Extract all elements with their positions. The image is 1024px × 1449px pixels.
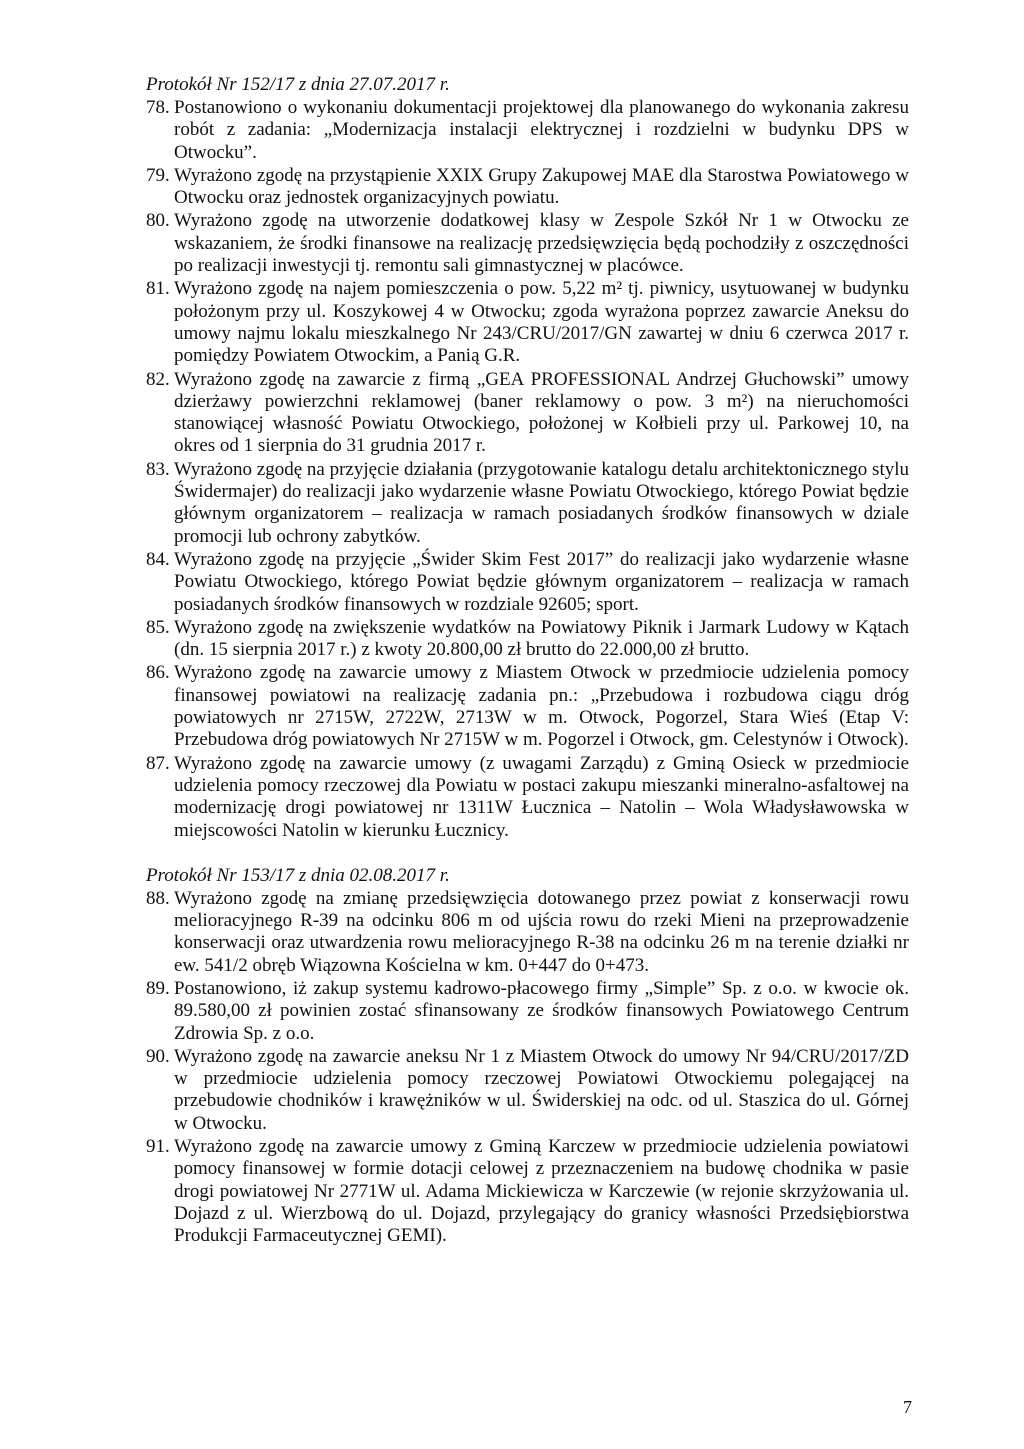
item-text: Wyrażono zgodę na utworzenie dodatkowej klasy w Zespole Szkół Nr 1 w Otwocku ze wskazaniem, że środki finansowe na realizację przedsięwzięcia będą pochodziły z oszczędności po realizacji inwestycji tj. remontu sali gimnastycznej w placówce. bbox=[174, 210, 909, 277]
item-number: 84. bbox=[146, 548, 170, 570]
page-number: 7 bbox=[903, 1397, 912, 1417]
item-text: Wyrażono zgodę na przystąpienie XXIX Grupy Zakupowej MAE dla Starostwa Powiatowego w Otwocku oraz jednostek organizacyjnych powiatu. bbox=[174, 164, 909, 209]
item-text: Wyrażono zgodę na zawarcie aneksu Nr 1 z Miastem Otwock do umowy Nr 94/CRU/2017/ZD w przedmiocie udzielenia pomocy rzeczowej Powiatowi Otwockiemu polegającej na przebudowie chodników i krawężników w ul. Świderskiej na odc. od ul. Staszica do ul. Górnej w Otwocku. bbox=[174, 1045, 909, 1134]
item-number: 91. bbox=[146, 1136, 170, 1158]
resolution-list bbox=[146, 97, 909, 842]
item-number: 82. bbox=[146, 368, 170, 390]
item-text: Wyrażono zgodę na zawarcie z firmą „GEA PROFESSIONAL Andrzej Głuchowski” umowy dzierżawy powierzchni reklamowej (baner reklamowy o pow. 3 m²) na nieruchomości stanowiącej własność Powiatu Otwockiego, położonej w Kołbieli przy ul. Parkowej 10, na okres od 1 sierpnia do 31 grudnia 2017 r. bbox=[174, 368, 909, 457]
list-item bbox=[146, 210, 909, 277]
protocol-heading: Protokół Nr 152/17 z dnia 27.07.2017 r. bbox=[146, 74, 450, 95]
list-item bbox=[146, 369, 909, 458]
protocol-heading: Protokół Nr 153/17 z dnia 02.08.2017 r. bbox=[146, 864, 450, 886]
item-number: 90. bbox=[146, 1045, 170, 1067]
item-number: 87. bbox=[146, 752, 170, 774]
item-number: 88. bbox=[146, 887, 170, 909]
item-number: 78. bbox=[146, 97, 170, 118]
list-item bbox=[146, 978, 909, 1045]
item-number: 85. bbox=[146, 616, 170, 638]
item-text: Wyrażono zgodę na zawarcie umowy z Miastem Otwock w przedmiocie udzielenia pomocy finansowej powiatowi na realizację zadania pn.: „Przebudowa i rozbudowa ciągu dróg powiatowych nr 2715W, 2722W, 2713W w m. Otwock, Pogorzel, Stara Wieś (Etap V: Przebudowa dróg powiatowych Nr 2715W w m. Pogorzel i Otwock, gm. Celestynów i Otwock). bbox=[174, 662, 909, 751]
list-item bbox=[146, 1046, 909, 1135]
list-item bbox=[146, 617, 909, 662]
list-item bbox=[146, 165, 909, 210]
item-number: 80. bbox=[146, 210, 170, 232]
list-item bbox=[146, 97, 909, 164]
item-text: Wyrażono zgodę na zwiększenie wydatków na Powiatowy Piknik i Jarmark Ludowy w Kątach (dn. 15 sierpnia 2017 r.) z kwoty 20.800,00 zł brutto do 22.000,00 zł brutto. bbox=[174, 616, 909, 661]
resolution-list bbox=[146, 888, 909, 1248]
list-item bbox=[146, 549, 909, 616]
list-item bbox=[146, 753, 909, 842]
list-item bbox=[146, 459, 909, 548]
item-number: 81. bbox=[146, 278, 170, 300]
item-number: 79. bbox=[146, 164, 170, 186]
list-item bbox=[146, 278, 909, 367]
list-item bbox=[146, 662, 909, 751]
item-text: Wyrażono zgodę na przyjęcie działania (przygotowanie katalogu detalu architektonicznego stylu Świdermajer) do realizacji jako wydarzenie własne Powiatu Otwockiego, którego Powiat będzie głównym organizatorem – realizacja w ramach posiadanych środków finansowych w dziale promocji lub ochrony zabytków. bbox=[174, 458, 909, 547]
item-text: Wyrażono zgodę na najem pomieszczenia o pow. 5,22 m² tj. piwnicy, usytuowanej w budynku położonym przy ul. Koszykowej 4 w Otwocku; zgoda wyrażona poprzez zawarcie Aneksu do umowy najmu lokalu mieszkalnego Nr 243/CRU/2017/GN zawartej w dniu 6 czerwca 2017 r. pomiędzy Powiatem Otwockim, a Panią G.R. bbox=[174, 278, 909, 367]
item-text: Postanowiono, iż zakup systemu kadrowo-płacowego firmy „Simple” Sp. z o.o. w kwocie ok. 89.580,00 zł powinien zostać sfinansowany ze środków finansowych Powiatowego Centrum Zdrowia Sp. z o.o. bbox=[174, 977, 909, 1044]
item-text: Postanowiono o wykonaniu dokumentacji projektowej dla planowanego do wykonania zakresu robót z zadania: „Modernizacja instalacji elektrycznej i rozdzielni w budynku DPS w Otwocku”. bbox=[174, 97, 909, 163]
item-number: 86. bbox=[146, 662, 170, 684]
list-item bbox=[146, 888, 909, 977]
item-number: 83. bbox=[146, 458, 170, 480]
item-text: Wyrażono zgodę na zawarcie umowy (z uwagami Zarządu) z Gminą Osieck w przedmiocie udzielenia pomocy rzeczowej dla Powiatu w postaci zakupu mieszanki mineralno-asfaltowej na modernizację drogi powiatowej nr 1311W Łucznica – Natolin – Wola Władysławowska w miejscowości Natolin w kierunku Łucznicy. bbox=[174, 752, 909, 841]
item-text: Wyrażono zgodę na przyjęcie „Świder Skim Fest 2017” do realizacji jako wydarzenie własne Powiatu Otwockiego, którego Powiat będzie głównym organizatorem – realizacja w ramach posiadanych środków finansowych w rozdziale 92605; sport. bbox=[174, 548, 909, 615]
item-text: Wyrażono zgodę na zmianę przedsięwzięcia dotowanego przez powiat z konserwacji rowu melioracyjnego R-39 na odcinku 806 m od ujścia rowu do rzeki Mieni na przeprowadzenie konserwacji oraz utwardzenia rowu melioracyjnego R-38 na odcinku 26 m na terenie działki nr ew. 541/2 obręb Wiązowna Kościelna w km. 0+447 do 0+473. bbox=[174, 887, 909, 976]
item-text: Wyrażono zgodę na zawarcie umowy z Gminą Karczew w przedmiocie udzielenia powiatowi pomocy finansowej w formie dotacji celowej z przeznaczeniem na budowę chodnika w pasie drogi powiatowej Nr 2771W ul. Adama Mickiewicza w Karczewie (w rejonie skrzyżowania ul. Dojazd z ul. Wierzbową do ul. Dojazd, przylegający do granicy własności Przedsiębiorstwa Produkcji Farmaceutycznej GEMI). bbox=[174, 1136, 909, 1247]
list-item bbox=[146, 1136, 909, 1247]
item-number: 89. bbox=[146, 977, 170, 999]
